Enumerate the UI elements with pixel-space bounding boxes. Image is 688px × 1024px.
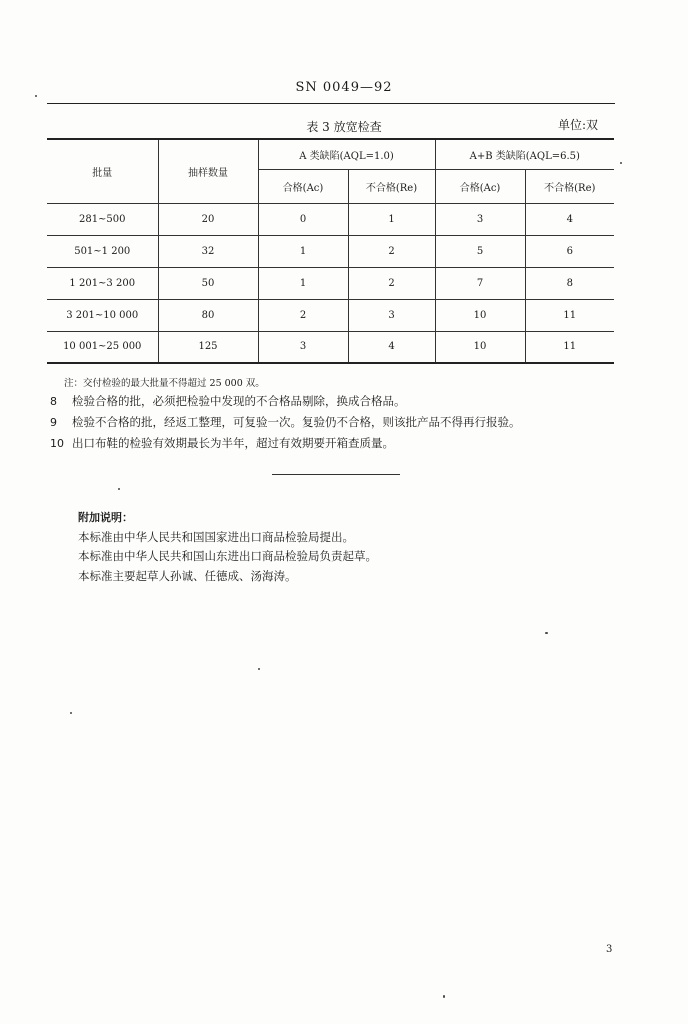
a-accept-cell: 1 xyxy=(258,267,348,299)
relaxed-inspection-table xyxy=(47,138,614,364)
ab-accept-cell: 10 xyxy=(435,331,525,363)
a-reject-cell: 4 xyxy=(348,331,435,363)
clause-number: 8 xyxy=(50,395,57,408)
ab-accept-cell: 7 xyxy=(435,267,525,299)
table-row xyxy=(47,331,614,363)
scan-speck xyxy=(118,488,120,490)
a-reject-cell: 3 xyxy=(348,299,435,331)
sample-size-cell: 20 xyxy=(158,203,258,235)
scan-speck xyxy=(545,632,548,634)
clause-text: 检验不合格的批，经返工整理，可复验一次。复验仍不合格，则该批产品不得再行报验。 xyxy=(72,415,521,429)
standard-number-header: SN 0049—92 xyxy=(295,80,393,95)
sample-size-cell: 125 xyxy=(158,331,258,363)
additional-notes xyxy=(78,508,377,586)
clause-text: 出口布鞋的检验有效期最长为半年，超过有效期要开箱查质量。 xyxy=(72,436,394,450)
a-reject-cell: 1 xyxy=(348,203,435,235)
clause-number: 10 xyxy=(50,437,64,450)
scan-speck xyxy=(620,162,622,164)
additional-notes-title: 附加说明： xyxy=(78,511,133,524)
a-reject-cell: 2 xyxy=(348,235,435,267)
lot-size-cell: 3 201~10 000 xyxy=(47,299,158,331)
ab-reject-cell: 11 xyxy=(525,299,614,331)
ab-reject-cell: 11 xyxy=(525,331,614,363)
additional-notes-line: 本标准由中华人民共和国国家进出口商品检验局提出。 xyxy=(78,529,354,544)
end-separator xyxy=(272,474,400,475)
ab-accept-cell: 10 xyxy=(435,299,525,331)
table-row xyxy=(47,203,614,235)
header-rule xyxy=(47,103,615,104)
a-reject-cell: 2 xyxy=(348,267,435,299)
lot-size-cell: 501~1 200 xyxy=(47,235,158,267)
sample-size-cell: 80 xyxy=(158,299,258,331)
table-title: 表 3 放宽检查 xyxy=(306,120,382,134)
table-note: 注：交付检验的最大批量不得超过 25 000 双。 xyxy=(64,378,265,389)
scan-speck xyxy=(443,995,445,998)
scan-speck xyxy=(258,668,260,670)
clause-text: 检验合格的批，必须把检验中发现的不合格品剔除，换成合格品。 xyxy=(72,394,406,408)
lot-size-cell: 10 001~25 000 xyxy=(47,331,158,363)
a-accept-cell: 3 xyxy=(258,331,348,363)
page-number: 3 xyxy=(606,944,613,955)
ab-accept-cell: 5 xyxy=(435,235,525,267)
lot-size-cell: 281~500 xyxy=(47,203,158,235)
additional-notes-line: 本标准主要起草人孙诚、任德成、汤海涛。 xyxy=(78,568,297,583)
sample-size-cell: 32 xyxy=(158,235,258,267)
header-sample-size: 抽样数量 xyxy=(158,139,258,203)
additional-notes-line: 本标准由中华人民共和国山东进出口商品检验局负责起草。 xyxy=(78,549,377,563)
header-group-a: A 类缺陷(AQL=1.0) xyxy=(258,139,435,169)
a-accept-cell: 0 xyxy=(258,203,348,235)
table-unit: 单位:双 xyxy=(558,118,599,132)
ab-reject-cell: 8 xyxy=(525,267,614,299)
ab-reject-cell: 6 xyxy=(525,235,614,267)
scan-speck xyxy=(70,712,72,714)
header-group-ab: A+B 类缺陷(AQL=6.5) xyxy=(435,139,614,169)
header-ab-accept: 合格(Ac) xyxy=(435,169,525,203)
ab-accept-cell: 3 xyxy=(435,203,525,235)
lot-size-cell: 1 201~3 200 xyxy=(47,267,158,299)
scan-speck xyxy=(35,95,37,97)
header-a-accept: 合格(Ac) xyxy=(258,169,348,203)
clause-number: 9 xyxy=(50,416,57,429)
a-accept-cell: 2 xyxy=(258,299,348,331)
table-row xyxy=(47,299,614,331)
table-row xyxy=(47,235,614,267)
ab-reject-cell: 4 xyxy=(525,203,614,235)
clause-9 xyxy=(50,412,521,433)
clause-8 xyxy=(50,391,521,412)
header-lot-size: 批量 xyxy=(47,139,158,203)
sample-size-cell: 50 xyxy=(158,267,258,299)
header-ab-reject: 不合格(Re) xyxy=(525,169,614,203)
table-row xyxy=(47,267,614,299)
a-accept-cell: 1 xyxy=(258,235,348,267)
clause-list xyxy=(50,391,521,454)
clause-10 xyxy=(50,433,521,454)
header-a-reject: 不合格(Re) xyxy=(348,169,435,203)
